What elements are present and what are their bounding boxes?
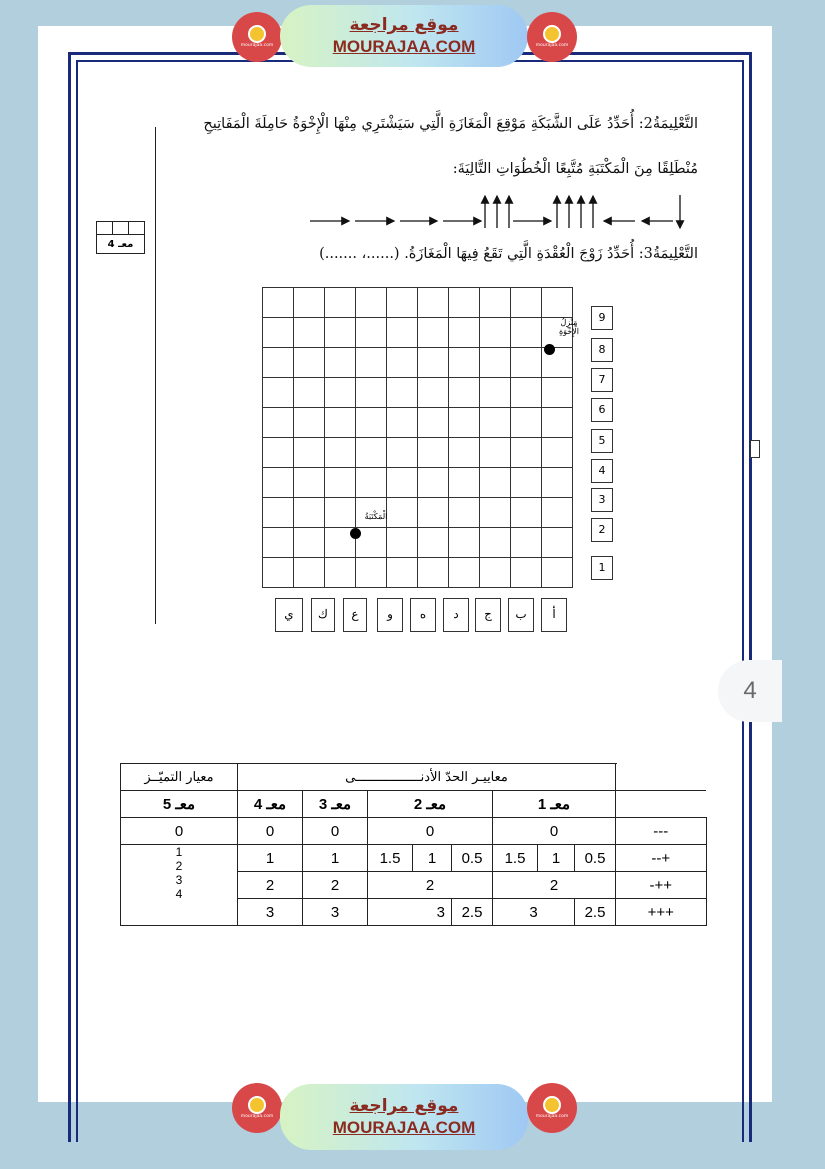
point-library — [350, 528, 361, 539]
level: --+ — [616, 845, 707, 872]
row-label: 1 — [591, 556, 613, 580]
steps-arrows — [305, 192, 695, 232]
cell: 2 — [368, 872, 493, 899]
cell: 2.5 — [452, 899, 493, 926]
watermark-arabic: موقع مراجعة — [349, 1096, 459, 1116]
level: --- — [616, 818, 707, 845]
cell: 1 — [303, 845, 368, 872]
cell: 1.5 — [368, 845, 413, 872]
column-label: و — [377, 598, 403, 632]
cell: 1 — [413, 845, 452, 872]
cell: 0 — [493, 818, 616, 845]
instruction2-line2: مُنْطَلِقًا مِنَ الْمَكْتَبَةِ مُتَّبِعًا الْخُطُوَاتِ التَّالِيَةَ: — [452, 161, 698, 177]
score-box-label: معـ 4 — [97, 235, 145, 254]
cell: 1 2 3 4 — [121, 845, 238, 926]
row-label: 7 — [591, 368, 613, 392]
watermark-badge-top[interactable] — [280, 5, 528, 67]
scroll-marker — [750, 440, 760, 458]
watermark-arabic: موقع مراجعة — [349, 15, 459, 35]
point-brothers-house-label: مَنْزِلُ الْإِخْوَةِ — [558, 318, 580, 336]
cell: 0 — [238, 818, 303, 845]
criteria-table — [120, 763, 707, 926]
column-label: ع — [343, 598, 367, 632]
row-label: 5 — [591, 429, 613, 453]
col-m1: معـ 1 — [493, 791, 616, 818]
instruction3-text: التَّعْلِيمَةُ3: أُحَدِّدُ زَوْجَ الْعُقْدَةِ الَّتِي تَقَعُ فِيهَا الْمَغَازَةُ. (......، .......) — [319, 246, 698, 262]
point-library-label: الْمَكْتَبَةُ — [364, 512, 388, 521]
row-label: 4 — [591, 459, 613, 483]
level: +++ — [616, 899, 707, 926]
watermark-badge-bottom[interactable] — [280, 1084, 528, 1150]
cell: 3 — [238, 899, 303, 926]
col-m5: معـ 5 — [121, 791, 238, 818]
cell: 0 — [121, 818, 238, 845]
cell: 1.5 — [493, 845, 538, 872]
column-label: ه — [410, 598, 436, 632]
mourajaa-logo-icon: mourajaa.com — [232, 1083, 282, 1133]
cell: 1 — [238, 845, 303, 872]
coordinate-grid — [262, 287, 573, 588]
score-box — [96, 221, 145, 254]
margin-line — [155, 127, 156, 624]
cell: 0.5 — [575, 845, 616, 872]
cell: 3 — [493, 899, 575, 926]
page-number: 4 — [718, 660, 782, 722]
column-label: ب — [508, 598, 534, 632]
cell: 3 — [303, 899, 368, 926]
cell: 2 — [493, 872, 616, 899]
header-minimum: معاييـر الحدّ الأدنـــــــــــــــــى — [238, 764, 616, 791]
cell: 0 — [303, 818, 368, 845]
cell: 1 — [538, 845, 575, 872]
column-label: ك — [311, 598, 335, 632]
cell: 3 — [368, 899, 452, 926]
column-label: أ — [541, 598, 567, 632]
mourajaa-logo-icon: mourajaa.com — [527, 1083, 577, 1133]
row-label: 9 — [591, 306, 613, 330]
mourajaa-logo-icon: mourajaa.com — [232, 12, 282, 62]
col-m3: معـ 3 — [303, 791, 368, 818]
column-label: ي — [275, 598, 303, 632]
col-m2: معـ 2 — [368, 791, 493, 818]
row-label: 6 — [591, 398, 613, 422]
header-excellence: معيار التميّــز — [121, 764, 238, 791]
cell: 2.5 — [575, 899, 616, 926]
cell: 2 — [303, 872, 368, 899]
level: -++ — [616, 872, 707, 899]
col-m4: معـ 4 — [238, 791, 303, 818]
watermark-latin: MOURAJAA.COM — [332, 37, 476, 56]
cell: 0.5 — [452, 845, 493, 872]
row-label: 8 — [591, 338, 613, 362]
mourajaa-logo-icon: mourajaa.com — [527, 12, 577, 62]
column-label: ج — [475, 598, 501, 632]
cell: 2 — [238, 872, 303, 899]
row-label: 2 — [591, 518, 613, 542]
cell: 0 — [368, 818, 493, 845]
row-label: 3 — [591, 488, 613, 512]
column-label: د — [443, 598, 469, 632]
instruction2-line1: التَّعْلِيمَةُ2: أُحَدِّدُ عَلَى الشَّبَكَةِ مَوْقِعَ الْمَغَازَةِ الَّتِي سَيَشْتَرِي مِنْهَا الْإِخْوَةُ حَامِلَةَ الْمَفَاتِيحِ — [203, 116, 698, 132]
point-brothers-house — [544, 344, 555, 355]
watermark-latin: MOURAJAA.COM — [332, 1118, 476, 1137]
